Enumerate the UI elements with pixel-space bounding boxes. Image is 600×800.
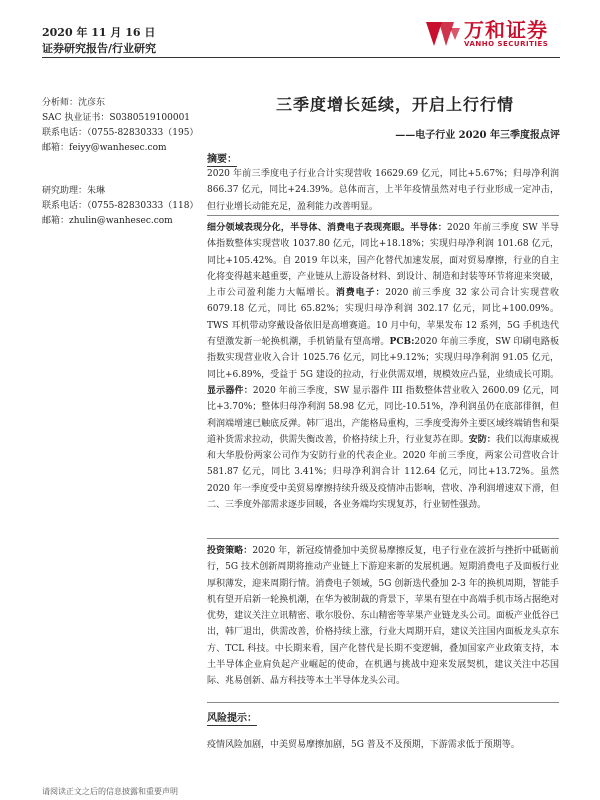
detail-divider <box>207 538 559 539</box>
logo-text-cn: 万和证券 <box>464 18 548 42</box>
display-text: 2020 年前三季度，SW 显示器件 III 指数整体营业收入 2600.09 亿元，同比+3.70%；整体归母净利润 58.98 亿元，同比-10.51%，净利润虽仍在底部徘徊，但利润端增速已触底反弹。韩厂退出，产能格局重构，三季度受海外主要区域终端销售和渠道补货需求拉动，供需失衡改善，价格持续上升，行业复苏在即。 <box>207 385 559 445</box>
detail-lead: 细分领域表现分化，半导体、消费电子表现亮眼。半导体： <box>207 223 448 233</box>
summary-text: 2020 年前三季度电子行业合计实现营收 16629.69 亿元，同比+5.67%；归母净利润 866.37 亿元，同比+24.39%。总体而言，上半年疫情虽然对电子行业形成一定冲击，但行业增长动能充足，盈利能力改善明显。 <box>207 169 559 212</box>
page-footer: 请阅读正文之后的信息披露和重要声明 <box>42 787 178 796</box>
security-heading: 安防： <box>468 434 496 445</box>
report-date: 2020 年 11 月 16 日 <box>42 26 156 39</box>
report-title: 三季度增长延续，开启上行行情 <box>275 95 514 114</box>
pcb-heading: PCB: <box>389 337 415 348</box>
security-text: 我们以海康威视和大华股份两家公司作为安防行业的代表企业。2020 年前三季度，两家公司营收合计 581.87 亿元，同比 3.41%；归母净利润合计 112.64 亿元，同比+13.72%。虽然 2020 年一季度受中美贸易摩擦持续升级及疫情冲击影响，营收、净利润增速双下滑，但二、三季度外部需求逐步回暖，各业务端均实现复苏，行业韧性强劲。 <box>207 434 559 511</box>
sector-detail <box>207 220 559 513</box>
assistant-info <box>42 184 212 229</box>
summary-divider <box>207 215 559 216</box>
logo-text-en: VANHO SECURITIES <box>464 40 549 48</box>
assistant-email: 邮箱：zhulin@wanhesec.com <box>42 216 173 226</box>
risk-text: 疫情风险加剧，中美贸易摩擦加剧，5G 普及不及预期，下游需求低于预期等。 <box>207 740 520 750</box>
summary-heading: 摘要： <box>207 154 237 165</box>
consumer-heading: 消费电子： <box>335 288 386 299</box>
analyst-email: 邮箱：feiyy@wanhesec.com <box>42 143 167 153</box>
strategy-divider <box>207 702 559 703</box>
display-heading: 显示器件： <box>207 385 253 396</box>
report-type: 证券研究报告/行业研究 <box>42 42 157 55</box>
company-logo <box>426 18 548 50</box>
analyst-info <box>42 96 212 229</box>
semiconductor-text: 2020 年前三季度 SW 半导体指数整体实现营收 1037.80 亿元，同比+18.18%；实现归母净利润 101.68 亿元，同比+105.42%。自 2019 年以来，国产化替代加速发展，面对贸易摩擦，行业的自主化将变得越来越重要，产业链从上游设备材料、到设计、制造和封装等环节将迎来突破，上市公司盈利能力大幅增长。 <box>207 223 559 299</box>
analyst-phone: 联系电话：（0755-82830333（195） <box>42 128 199 138</box>
strategy-text: 2020 年，新冠疫情叠加中美贸易摩擦反复，电子行业在波折与挫折中砥砺前行，5G 技术创新周期将推动产业链上下游迎来新的发展机遇。短期消费电子及面板行业厚积薄发，迎来周期行情。消费电子领域，5G 创新迭代叠加 2-3 年的换机周期，智能手机有望开启新一轮换机潮，在华为被制裁的背景下，苹果有望在中高端手机市场占据绝对优势，建议关注立讯精密、歌尔股份、东山精密等苹果产业链龙头公司。面板产业低谷已出，韩厂退出，供需改善，价格持续上涨，行业大周期开启，建议关注国内面板龙头京东方、TCL 科技。中长期来看，国产化替代是长期不变逻辑，叠加国家产业政策支持，本土半导体企业肩负起产业崛起的使命，在机遇与挑战中迎来发展契机，建议关注中芯国际、兆易创新、晶方科技等本土半导体龙头公司。 <box>207 546 559 687</box>
header-divider <box>42 57 560 58</box>
report-subtitle: ——电子行业 2020 年三季度报点评 <box>395 130 560 141</box>
assistant-name: 研究助理：朱琳 <box>42 186 106 196</box>
strategy-heading: 投资策略： <box>207 546 253 556</box>
analyst-sac: SAC 执业证书：S0380519100001 <box>42 113 191 123</box>
strategy-block <box>207 543 559 690</box>
vanho-logo-icon <box>426 18 460 50</box>
pcb-text: 2020 年前三季度，SW 印刷电路板指数实现营业收入合计 1025.76 亿元，同比+9.12%；实现归母净利润 91.05 亿元，同比+6.89%，受益于 5G 建设的拉动，行业供需双增，规模效应凸显，业绩成长可期。 <box>207 337 559 380</box>
assistant-phone: 联系电话：（0755-82830333（118） <box>42 201 199 211</box>
analyst-name: 分析师：沈彦东 <box>42 98 106 108</box>
risk-heading: 风险提示： <box>207 713 257 724</box>
consumer-text: 2020 前三季度 32 家公司合计实现营收 6079.18 亿元，同比 65.82%；实现归母净利润 302.17 亿元，同比+100.09%。TWS 耳机带动穿戴设备依旧是高增赛道。10 月中旬，苹果发布 12 系列，5G 手机迭代有望激发新一轮换机潮，手机销量有望高增。 <box>207 288 559 348</box>
